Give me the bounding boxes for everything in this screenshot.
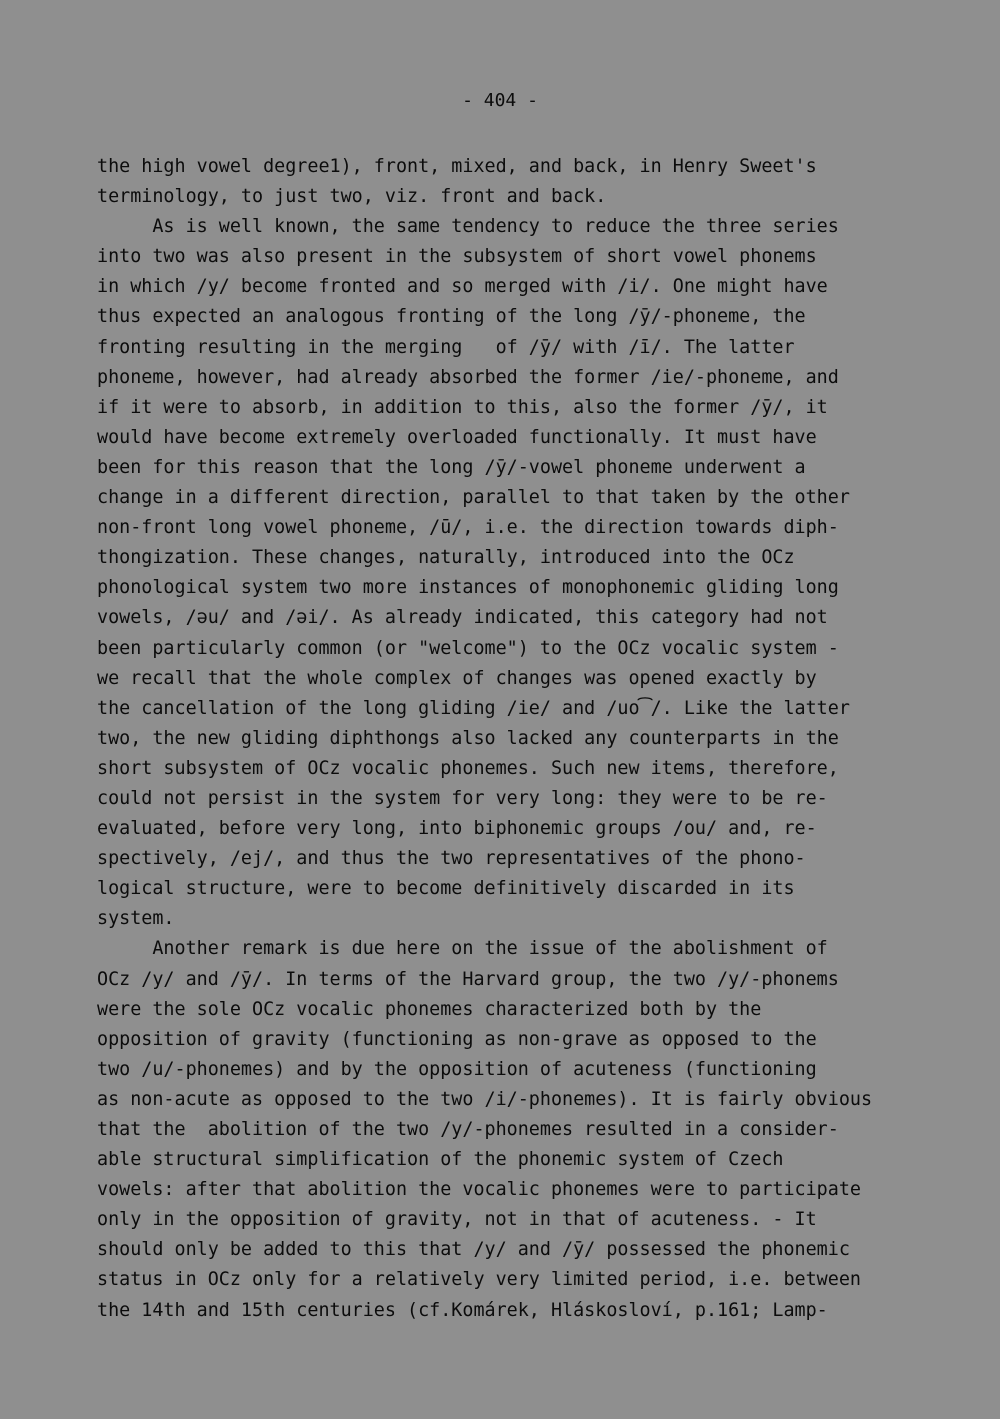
text-line: been for this reason that the long /ȳ/-vowel phoneme underwent a <box>97 456 806 478</box>
text-line: change in a different direction, parallel to that taken by the other <box>97 487 850 509</box>
text-line: could not persist in the system for very long: they were to be re- <box>97 787 828 809</box>
text-line: should only be added to this that /y/ and /ȳ/ possessed the phonemic <box>97 1239 850 1261</box>
text-line: if it were to absorb, in addition to this, also the former /ȳ/, it <box>97 396 828 418</box>
text-line: non-front long vowel phoneme, /ū/, i.e. the direction towards diph- <box>97 517 839 539</box>
text-line: status in OCz only for a relatively very limited period, i.e. between <box>97 1269 861 1291</box>
text-line: As is well known, the same tendency to reduce the three series <box>97 216 839 238</box>
text-line: able structural simplification of the phonemic system of Czech <box>97 1149 784 1171</box>
page-number: - 404 - <box>462 90 538 111</box>
text-line: phoneme, however, had already absorbed the former /ie/-phoneme, and <box>97 366 839 388</box>
text-line: thus expected an analogous fronting of the long /ȳ/-phoneme, the <box>97 306 806 328</box>
text-line: Another remark is due here on the issue of the abolishment of <box>97 938 828 960</box>
text-line: been particularly common (or "welcome") to the OCz vocalic system - <box>97 637 839 659</box>
text-line: two /u/-phonemes) and by the opposition of acuteness (functioning <box>97 1058 817 1080</box>
text-line: system. <box>97 908 175 930</box>
text-line: two, the new gliding diphthongs also lacked any counterparts in the <box>97 727 839 749</box>
text-line: the cancellation of the long gliding /ie/ and /uo͡/. Like the latter <box>97 697 850 719</box>
text-line: short subsystem of OCz vocalic phonemes. Such new items, therefore, <box>97 757 839 779</box>
text-line: fronting resulting in the merging of /ȳ/ with /ī/. The latter <box>97 336 795 358</box>
text-line: spectively, /ej/, and thus the two representatives of the phono- <box>97 848 806 870</box>
text-line: terminology, to just two, viz. front and back. <box>97 186 607 208</box>
text-line: vowels: after that abolition the vocalic phonemes were to participate <box>97 1179 861 1201</box>
text-line: would have become extremely overloaded functionally. It must have <box>97 426 817 448</box>
text-line: phonological system two more instances of monophonemic gliding long <box>97 577 839 599</box>
text-line: logical structure, were to become definitively discarded in its <box>97 878 795 900</box>
text-line: in which /y/ become fronted and so merged with /i/. One might have <box>97 276 828 298</box>
text-line: evaluated, before very long, into biphonemic groups /ou/ and, re- <box>97 818 817 840</box>
text-line: only in the opposition of gravity, not in that of acuteness. - It <box>97 1209 817 1231</box>
text-line: into two was also present in the subsystem of short vowel phonems <box>97 246 817 268</box>
text-line: we recall that the whole complex of changes was opened exactly by <box>97 667 817 689</box>
text-line: that the abolition of the two /y/-phonemes resulted in a consider- <box>97 1119 839 1140</box>
text-line: opposition of gravity (functioning as non-grave as opposed to the <box>97 1028 817 1050</box>
text-line: thongization. These changes, naturally, introduced into the OCz <box>97 547 795 569</box>
text-line: vowels, /əu/ and /əi/. As already indicated, this category had not <box>97 607 828 629</box>
text-line: the 14th and 15th centuries (cf.Komárek, Hláskosloví, p.161; Lamp- <box>97 1299 828 1321</box>
text-line: OCz /y/ and /ȳ/. In terms of the Harvard group, the two /y/-phonems <box>97 968 839 990</box>
text-line: the high vowel degree1), front, mixed, and back, in Henry Sweet's <box>97 156 817 177</box>
text-line: as non-acute as opposed to the two /i/-phonemes). It is fairly obvious <box>97 1088 873 1110</box>
text-line: were the sole OCz vocalic phonemes characterized both by the <box>97 998 762 1020</box>
body-text <box>97 152 937 1326</box>
